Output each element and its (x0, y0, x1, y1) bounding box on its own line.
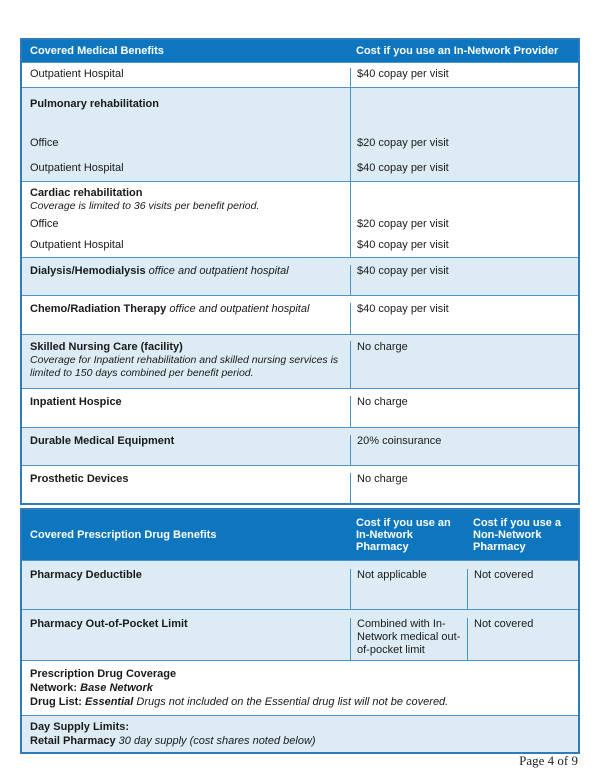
table-row-prescription-drug-coverage (22, 660, 578, 715)
drug-benefits-column-header: Covered Prescription Drug Benefits (30, 529, 217, 541)
table-row-pharmacy-deductible (22, 560, 578, 609)
non-network-pharmacy-column-header: Cost if you use a Non-Network Pharmacy (473, 517, 562, 553)
benefit-title: Pharmacy Out-of-Pocket Limit (30, 618, 188, 630)
retail-pharmacy-text: 30 day supply (cost shares noted below) (118, 735, 316, 747)
benefit-cost: No charge (350, 396, 578, 427)
benefit-cost: $40 copay per visit (350, 68, 578, 87)
group-title-line (22, 88, 578, 137)
table-row-outpatient-hospital (22, 62, 578, 87)
benefits-column-header: Covered Medical Benefits (30, 45, 164, 57)
group-subline (22, 162, 578, 181)
benefit-sublabel: Office (30, 137, 59, 149)
in-network-cost: Combined with In-Network medical out-of-pocket limit (350, 618, 467, 660)
benefit-title: Skilled Nursing Care (facility) (30, 341, 183, 353)
benefit-cost: $20 copay per visit (350, 137, 578, 162)
network-label: Network: (30, 682, 78, 694)
non-network-cost: Not covered (467, 618, 578, 660)
day-supply-title: Day Supply Limits: (30, 721, 130, 733)
non-network-cost: Not covered (467, 569, 578, 609)
in-network-pharmacy-column-header: Cost if you use an In-Network Pharmacy (356, 517, 451, 553)
benefit-cost: $40 copay per visit (350, 239, 578, 257)
benefit-sublabel: Office (30, 218, 59, 230)
day-supply-retail-line (30, 734, 570, 748)
benefit-cost: 20% coinsurance (350, 435, 578, 465)
benefit-cost: No charge (350, 473, 578, 503)
table-row-dialysis (22, 257, 578, 295)
benefit-title: Chemo/Radiation Therapy (30, 303, 167, 315)
drug-list-text: Drugs not included on the Essential drug list will not be covered. (136, 696, 449, 708)
benefit-cost: $40 copay per visit (350, 265, 578, 295)
table-row-prosthetic-devices (22, 465, 578, 503)
drug-table-header-row (22, 510, 578, 560)
medical-benefits-table (20, 38, 580, 505)
benefit-cost: $40 copay per visit (350, 303, 578, 334)
benefit-title: Pulmonary rehabilitation (30, 98, 159, 110)
group-subline (22, 137, 578, 162)
benefit-title-block (22, 265, 350, 295)
group-subline (22, 218, 578, 239)
benefit-title-block (22, 303, 350, 334)
table-row-pulmonary-rehabilitation (22, 87, 578, 181)
drug-list-value: Essential (85, 696, 134, 708)
retail-pharmacy-label: Retail Pharmacy (30, 735, 116, 747)
benefit-title: Durable Medical Equipment (30, 435, 175, 447)
table-row-inpatient-hospice (22, 388, 578, 427)
coverage-title: Prescription Drug Coverage (30, 668, 177, 680)
benefit-cost: $20 copay per visit (350, 218, 578, 239)
benefit-cost: $40 copay per visit (350, 162, 578, 181)
benefit-title-detail: office and outpatient hospital (148, 265, 289, 277)
benefit-title: Inpatient Hospice (30, 396, 122, 408)
benefit-title: Cardiac rehabilitation (30, 187, 143, 199)
prescription-drug-benefits-table (20, 508, 580, 754)
coverage-drug-list-line (30, 695, 570, 709)
in-network-cost: Not applicable (350, 569, 467, 609)
benefit-cost-empty (350, 182, 578, 218)
benefit-title-block (22, 341, 350, 388)
benefit-sublabel: Outpatient Hospital (30, 162, 124, 174)
group-subline (22, 239, 578, 257)
benefit-cost-empty (350, 88, 578, 137)
group-title-line (22, 182, 578, 218)
benefit-note: Coverage is limited to 36 visits per benefit period. (30, 200, 260, 212)
benefit-title: Dialysis/Hemodialysis (30, 265, 146, 277)
table-row-pharmacy-oop-limit (22, 609, 578, 660)
benefit-title: Prosthetic Devices (30, 473, 129, 485)
table-row-skilled-nursing (22, 334, 578, 388)
table-row-durable-medical-equipment (22, 427, 578, 465)
network-value: Base Network (80, 682, 153, 694)
benefit-title-detail: office and outpatient hospital (169, 303, 310, 315)
benefit-label: Outpatient Hospital (30, 68, 124, 80)
table-row-chemo-radiation (22, 295, 578, 334)
drug-list-label: Drug List: (30, 696, 82, 708)
medical-table-header-row (22, 40, 578, 62)
benefit-title-block (22, 182, 350, 218)
coverage-network-line (30, 681, 570, 695)
benefit-title: Pharmacy Deductible (30, 569, 142, 581)
table-row-day-supply-limits (22, 715, 578, 752)
table-row-cardiac-rehabilitation (22, 181, 578, 257)
benefit-note: Coverage for Inpatient rehabilitation and skilled nursing services is limited to 150 days combined per benefit period. (30, 354, 339, 379)
benefit-sublabel: Outpatient Hospital (30, 239, 124, 251)
benefit-cost: No charge (350, 341, 578, 388)
page-number: Page 4 of 9 (519, 753, 578, 768)
in-network-cost-column-header: Cost if you use an In-Network Provider (356, 45, 559, 57)
